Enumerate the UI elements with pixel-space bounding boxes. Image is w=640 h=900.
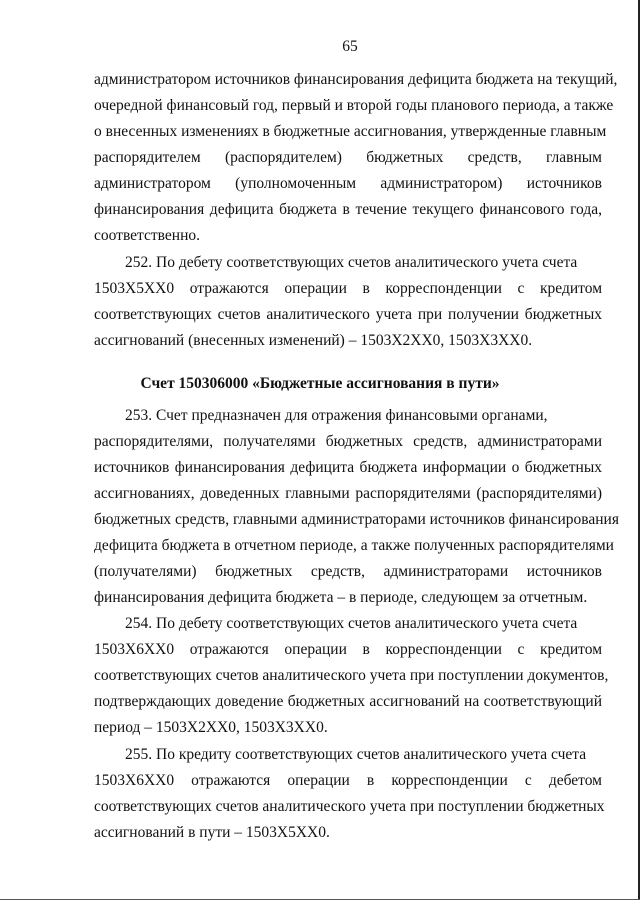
paragraph-line: подтверждающих доведение бюджетных ассигнований на соответствующий <box>94 693 602 710</box>
paragraph-line: бюджетных средств, главными администраторами источников финансирования <box>94 511 619 528</box>
paragraph-line: 252. По дебету соответствующих счетов аналитического учета счета <box>125 254 578 271</box>
paragraph-line: 1503Х5ХХ0 отражаются операции в корреспонденции с кредитом <box>94 280 602 297</box>
paragraph-line: распорядителем (распорядителем) бюджетных средств, главным <box>94 149 602 166</box>
paragraph-line: соответствующих счетов аналитического учета при поступлении бюджетных <box>94 798 605 815</box>
paragraph-line: о внесенных изменениях в бюджетные ассигнования, утвержденные главным <box>94 123 607 140</box>
paragraph-line: 254. По дебету соответствующих счетов аналитического учета счета <box>125 615 578 632</box>
paragraph-line: 255. По кредиту соответствующих счетов аналитического учета счета <box>125 746 587 763</box>
paragraph-line: источников финансирования дефицита бюджета информации о бюджетных <box>94 459 602 476</box>
paragraph-line: очередной финансовый год, первый и второй годы планового периода, а также <box>94 97 614 114</box>
paragraph-line: администратором источников финансирования дефицита бюджета на текущий, <box>94 71 618 88</box>
paragraph-line: ассигнований (внесенных изменений) – 1503Х2ХХ0, 1503Х3ХХ0. <box>94 332 533 349</box>
paragraph-line: финансирования дефицита бюджета – в периоде, следующем за отчетным. <box>94 589 588 606</box>
paragraph-line: распорядителями, получателями бюджетных средств, администраторами <box>94 433 602 450</box>
paragraph-line: 1503Х6ХХ0 отражаются операции в корреспонденции с кредитом <box>94 641 602 658</box>
paragraph-line: дефицита бюджета в отчетном периоде, а также полученных распорядителями <box>94 537 614 554</box>
page-number: 65 <box>342 38 358 55</box>
paragraph-line: соответствующих счетов аналитического учета при поступлении документов, <box>94 667 609 684</box>
paragraph-line: 253. Счет предназначен для отражения финансовыми органами, <box>125 407 548 424</box>
section-heading: Счет 150306000 «Бюджетные ассигнования в пути» <box>140 375 500 392</box>
paragraph-line: администратором (уполномоченным администратором) источников <box>94 175 602 192</box>
paragraph-line: соответственно. <box>94 227 200 244</box>
paragraph-line: соответствующих счетов аналитического учета при получении бюджетных <box>94 306 602 323</box>
paragraph-line: (получателями) бюджетных средств, администраторами источников <box>94 563 602 580</box>
paragraph-line: финансирования дефицита бюджета в течение текущего финансового года, <box>94 201 602 218</box>
paragraph-line: период – 1503Х2ХХ0, 1503Х3ХХ0. <box>94 719 328 736</box>
paragraph-line: ассигнований в пути – 1503Х5ХХ0. <box>94 824 330 841</box>
paragraph-line: 1503Х6ХХ0 отражаются операции в корреспонденции с дебетом <box>94 772 602 789</box>
paragraph-line: ассигнованиях, доведенных главными распорядителями (распорядителями) <box>94 485 602 502</box>
